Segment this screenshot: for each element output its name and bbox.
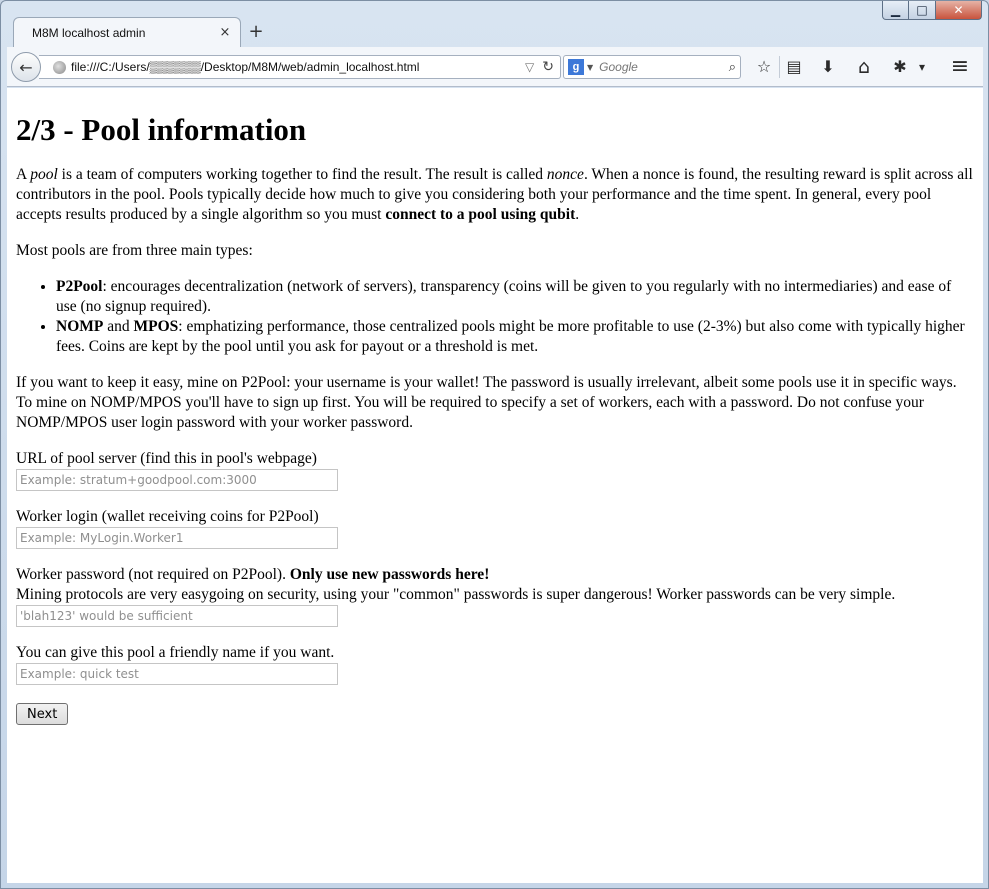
download-icon[interactable]: ⬇ <box>821 57 835 76</box>
reload-icon[interactable]: ↻ <box>542 59 554 75</box>
tab-close-icon[interactable]: × <box>219 25 231 40</box>
intro-paragraph: A pool is a team of computers working together to find the result. The result is called nonce. When a nonce is found, the resulting reward is split across all contributors in the pool. Pools typically decide how much to give you considering both your performance and the time spent. In general, every pool accepts results produced by a single algorithm so you must connect to a pool using qubit. <box>16 166 973 223</box>
maximize-icon: □ <box>916 3 928 17</box>
password-warning: Only use new passwords here! <box>289 566 490 583</box>
password-label: Worker password (not required on P2Pool). Only use new passwords here! <box>16 566 490 583</box>
tab-m8m-admin[interactable] <box>13 17 241 47</box>
magnifier-icon[interactable]: ⌕ <box>728 59 736 75</box>
maximize-button[interactable] <box>909 1 936 20</box>
pool-name-input[interactable] <box>16 663 338 685</box>
connect-phrase: connect to a pool using qubit <box>385 206 576 223</box>
worker-login-input[interactable] <box>16 527 338 549</box>
close-window-button[interactable] <box>936 1 982 20</box>
toolbar-separator <box>779 56 780 78</box>
advice-paragraph: If you want to keep it easy, mine on P2Pool: your username is your wallet! The password is usually irrelevant, albeit some pools use it in specific ways. To mine on NOMP/MPOS you'll have to sign up first. You will be required to specify a set of workers, each with a password. Do not confuse your NOMP/MPOS user login password with your worker password. <box>16 374 957 431</box>
addon-dropdown-icon[interactable]: ▾ <box>918 60 926 74</box>
next-button[interactable]: Next <box>16 703 68 725</box>
url-text[interactable]: file:///C:/Users/▒▒▒▒▒▒/Desktop/M8M/web/admin_localhost.html <box>71 60 420 74</box>
addon-icon[interactable]: ✱ <box>893 57 907 76</box>
pool-types-list <box>16 277 974 357</box>
close-icon: ✕ <box>953 3 964 17</box>
back-arrow-icon: ← <box>19 57 33 77</box>
tab-strip <box>9 17 879 47</box>
worker-password-input[interactable] <box>16 605 338 627</box>
page-content <box>7 88 983 883</box>
globe-icon <box>53 61 66 74</box>
page-title: 2/3 - Pool information <box>16 112 307 147</box>
new-tab-button[interactable]: + <box>248 21 264 42</box>
search-input[interactable] <box>599 60 729 74</box>
minimize-button[interactable] <box>882 1 909 20</box>
google-engine-icon[interactable]: g <box>568 59 584 75</box>
engine-dropdown-icon[interactable]: ▼ <box>587 62 594 72</box>
bookmark-star-icon[interactable]: ☆ <box>756 57 772 76</box>
back-button[interactable] <box>11 52 41 82</box>
home-icon[interactable]: ⌂ <box>857 56 871 78</box>
menu-icon[interactable]: ≡ <box>950 54 970 79</box>
window-caption-buttons <box>882 1 982 21</box>
minimize-icon: ▁ <box>890 3 901 17</box>
reading-list-icon[interactable]: ▤ <box>786 57 802 76</box>
pool-term: pool <box>30 166 58 183</box>
url-label: URL of pool server (find this in pool's webpage) <box>16 450 317 467</box>
types-intro: Most pools are from three main types: <box>16 242 253 259</box>
password-note: Mining protocols are very easygoing on security, using your "common" passwords is super dangerous! Worker passwords can be very simple. <box>16 586 896 603</box>
pool-name-label: You can give this pool a friendly name if you want. <box>16 644 335 661</box>
nonce-term: nonce <box>546 166 584 183</box>
url-bar[interactable] <box>39 55 561 79</box>
login-label: Worker login (wallet receiving coins for P2Pool) <box>16 508 319 525</box>
history-dropmarker-icon[interactable]: ▽ <box>525 60 535 74</box>
search-bar[interactable] <box>563 55 741 79</box>
list-item-nomp-mpos: • NOMP and MPOS: emphatizing performance, those centralized pools might be more profitable to use (2-3%) but also come with typically higher fees. Coins are kept by the pool until you ask for payout or a threshold is met. <box>56 317 974 357</box>
list-item-p2pool: • P2Pool: encourages decentralization (network of servers), transparency (coins will be given to you regularly with no intermediaries) and ease of use (no signup required). <box>56 277 974 317</box>
navigation-toolbar <box>7 47 983 87</box>
pool-url-input[interactable] <box>16 469 338 491</box>
tab-title: M8M localhost admin <box>32 25 146 40</box>
